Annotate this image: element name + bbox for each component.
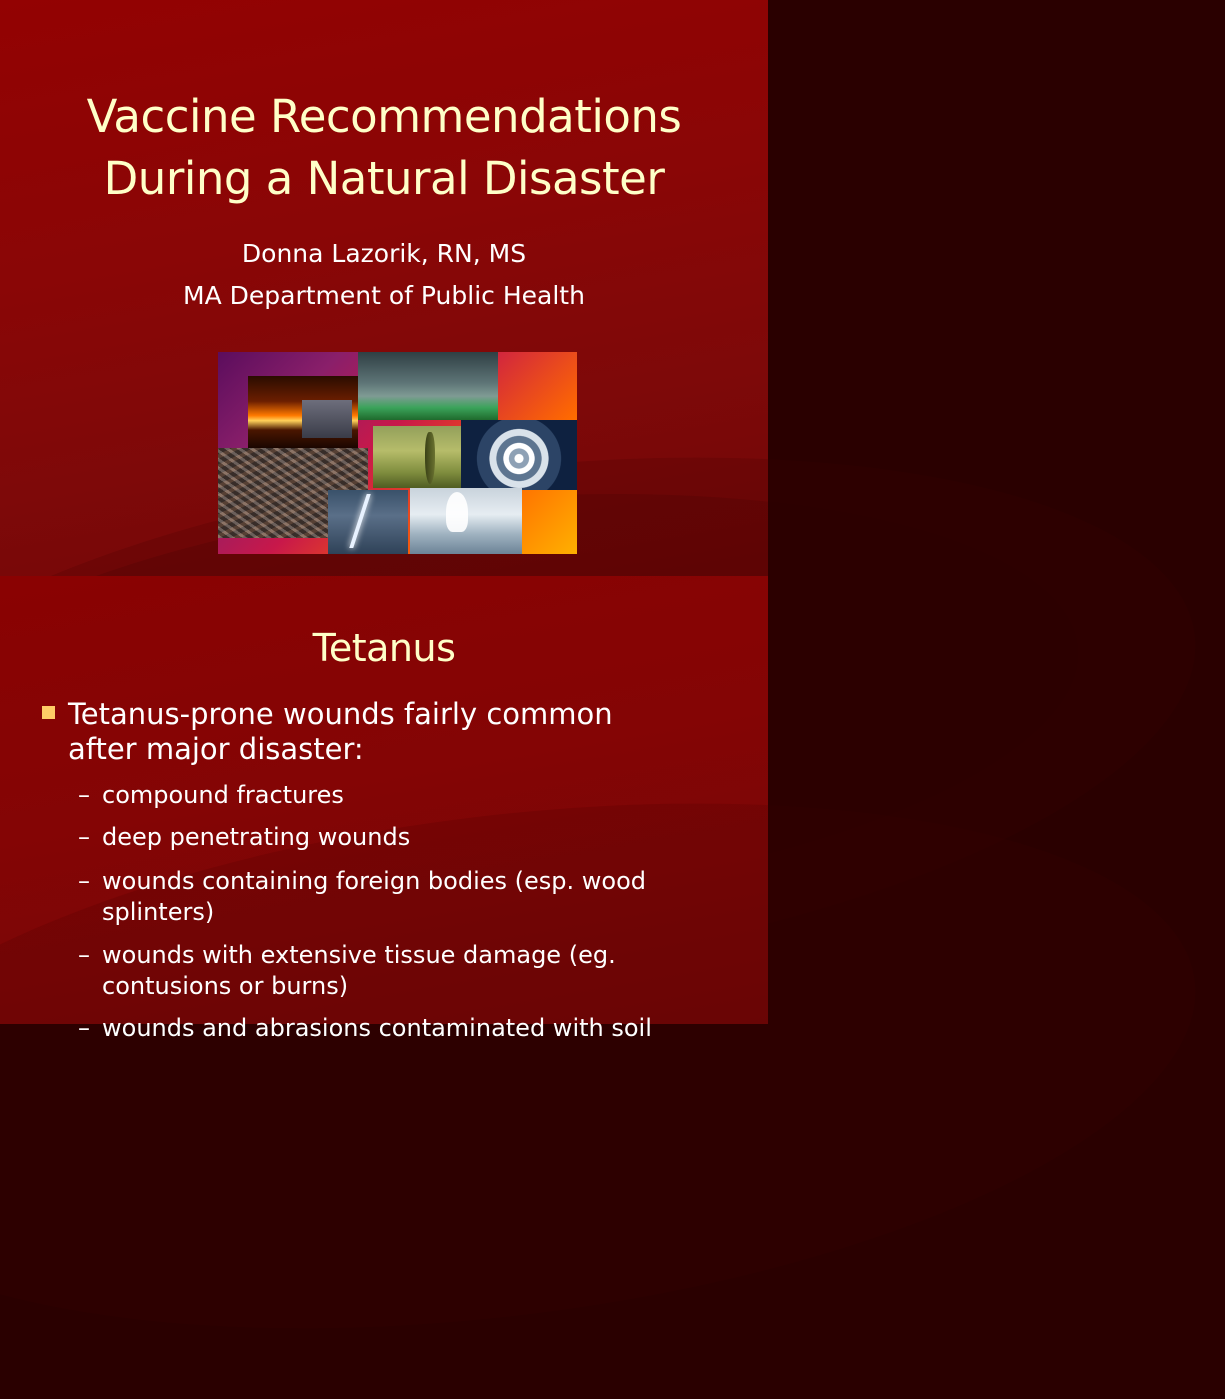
dash-glyph: – bbox=[78, 1014, 90, 1042]
wave-spray-shape bbox=[446, 492, 468, 532]
cyclone-image bbox=[461, 420, 577, 490]
sub-item bbox=[78, 1013, 652, 1044]
dash-glyph: – bbox=[78, 823, 90, 851]
presenter-organization: MA Department of Public Health bbox=[183, 281, 585, 310]
sub-item-continuation: contusions or burns) bbox=[102, 972, 349, 1000]
presenter-name: Donna Lazorik, RN, MS bbox=[241, 239, 527, 268]
tornado-funnel-shape bbox=[425, 432, 435, 484]
lightning-bolt-shape bbox=[349, 494, 371, 548]
dash-glyph: – bbox=[78, 781, 90, 809]
sub-item bbox=[78, 940, 616, 971]
sub-item-text: wounds with extensive tissue damage (eg. bbox=[102, 941, 616, 969]
waves-image bbox=[410, 488, 522, 554]
title-line-2: During a Natural Disaster bbox=[103, 152, 665, 205]
title-slide bbox=[0, 0, 768, 576]
slide-title bbox=[0, 86, 768, 210]
sub-item bbox=[78, 822, 410, 853]
presenter-info bbox=[0, 233, 768, 317]
slide-title: Tetanus bbox=[312, 626, 456, 670]
bullet-square-icon bbox=[42, 706, 55, 719]
sub-item-text: compound fractures bbox=[102, 781, 344, 809]
sub-item-text: wounds and abrasions contaminated with soil bbox=[102, 1014, 652, 1042]
sub-item-continuation: splinters) bbox=[102, 898, 215, 926]
dash-glyph: – bbox=[78, 867, 90, 895]
dash-glyph: – bbox=[78, 941, 90, 969]
storm-image bbox=[358, 352, 498, 420]
title-line-1: Vaccine Recommendations bbox=[86, 90, 682, 143]
sub-item-text: wounds containing foreign bodies (esp. wood bbox=[102, 867, 646, 895]
bullet-text-line-1: Tetanus-prone wounds fairly common bbox=[68, 697, 613, 731]
disaster-photo-collage bbox=[218, 352, 577, 554]
burning-house-shape bbox=[302, 400, 352, 438]
fire-image bbox=[248, 376, 358, 448]
sub-item bbox=[78, 780, 344, 811]
tornado-image bbox=[373, 426, 463, 488]
bullet-text-line-2: after major disaster: bbox=[68, 732, 364, 766]
sub-item bbox=[78, 866, 646, 897]
sub-item-text: deep penetrating wounds bbox=[102, 823, 411, 851]
tetanus-slide bbox=[0, 576, 768, 1042]
lightning-image bbox=[328, 490, 408, 554]
